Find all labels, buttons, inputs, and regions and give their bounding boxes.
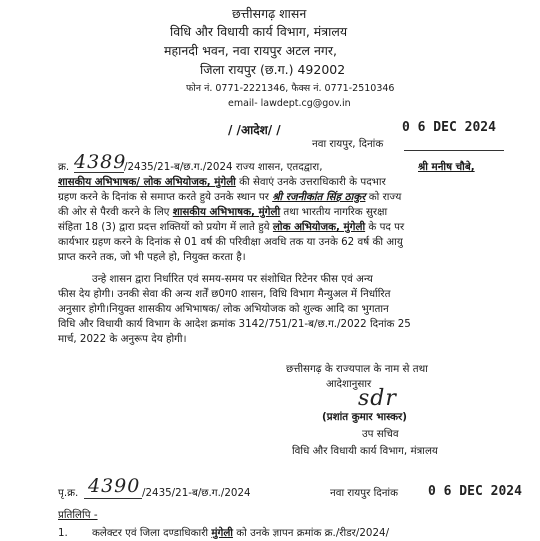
sign-governor-line: छत्तीसगढ़ के राज्यपाल के नाम से तथा [286,363,428,375]
header-address-line1: महानदी भवन, नवा रायपुर अटल नगर, [164,43,338,58]
endorsement-ref-rest: /2435/21-ब/छ.ग./2024 [142,487,251,499]
order-ref-rest: /2435/21-ब/छ.ग./2024 राज्य शासन, एतदद्वारा, [124,161,323,173]
appointee-name-previous: श्री मनीष चौबे, [418,161,475,173]
date-underline [404,150,504,151]
order-date-stamp: 0 6 DEC 2024 [402,120,496,135]
endorsement-place-date: नवा रायपुर दिनांक [330,487,398,499]
header-email: email- lawdept.cg@gov.in [228,98,351,109]
sign-department: विधि और विधायी कार्य विभाग, मंत्रालय [292,445,438,457]
body-line-6: कार्यभार ग्रहण करने के दिनांक से 01 वर्ष की परिवीक्षा अवधि तक या उनके 62 वर्ष की आयु [58,236,403,248]
header-address-line2: जिला रायपुर (छ.ग.) 492002 [200,62,346,77]
endorsement-blank-line [84,498,142,499]
sign-order-by: आदेशानुसार [326,378,372,390]
copy-item-1-text: कलेक्टर एवं जिला दण्डाधिकारी मुंगेली को उनके ज्ञापन क्रमांक क्र./रीडर/2024/ [92,527,390,539]
body-line-5: संहिता 18 (3) द्वारा प्रदत्त शक्तियों को प्रयोग में लाते हुये लोक अभियोजक, मुंगेली के पद पर [58,221,405,233]
body-line-12: मार्च, 2022 के अनुरूप देय होगी। [58,333,187,345]
body-line-11: विधि और विधायी कार्य विभाग के आदेश क्रमांक 3142/751/21-ब/छ.ग./2022 दिनांक 25 [58,318,411,330]
order-place-date: नवा रायपुर, दिनांक [312,138,384,150]
body-line-4: की ओर से पैरवी करने के लिए शासकीय अभिभाषक, मुंगेली तथा भारतीय नागरिक सुरक्षा [58,206,388,218]
copy-label: प्रतिलिपि - [58,509,98,521]
order-ref-handwritten: 4389 [74,151,127,173]
copy-item-1-number: 1. [58,527,68,539]
body-line-10: अनुसार होगी।नियुक्त शासकीय अभिभाषक/ लोक अभियोजक को शुल्क आदि का भुगतान [58,303,389,315]
body-line-7: प्राप्त करने तक, जो भी पहले हो, नियुक्त करता है। [58,251,246,263]
sign-designation: उप सचिव [362,428,399,440]
order-title: / /आदेश/ / [228,123,281,137]
order-ref-prefix: क्र. [58,161,70,173]
body-line-8: उन्हे शासन द्वारा निर्धारित एवं समय-समय पर संशोधित रिटेनर फीस एवं अन्य [92,273,373,285]
body-line-3: ग्रहण करने के दिनांक से समाप्त करते हुये उनके स्थान पर श्री रजनीकांत सिंह ठाकुर को राज्य [58,191,402,203]
header-department: विधि और विधायी कार्य विभाग, मंत्रालय [170,24,348,39]
signature-handwritten: sdr [358,386,397,411]
body-line-9: फीस देय होगी। उनकी सेवा की अन्य शर्तें छ0ग0 शासन, विधि विभाग मैन्युअल में निर्धारित [58,288,391,300]
endorsement-date-stamp: 0 6 DEC 2024 [428,484,522,499]
header-government: छत्तीसगढ़ शासन [232,6,307,21]
endorsement-prefix: पृ.क्र. [58,487,79,499]
ref-blank-line [74,172,124,173]
body-line-2: शासकीय अभिभाषक/ लोक अभियोजक, मुंगेली की सेवाएं उनके उत्तराधिकारी के पदभार [58,176,386,188]
endorsement-number-handwritten: 4390 [88,475,141,497]
sign-name: (प्रशांत कुमार भास्कर) [322,411,407,423]
header-phone-fax: फोन नं. 0771-2221346, फैक्स नं. 0771-2510346 [186,83,395,94]
